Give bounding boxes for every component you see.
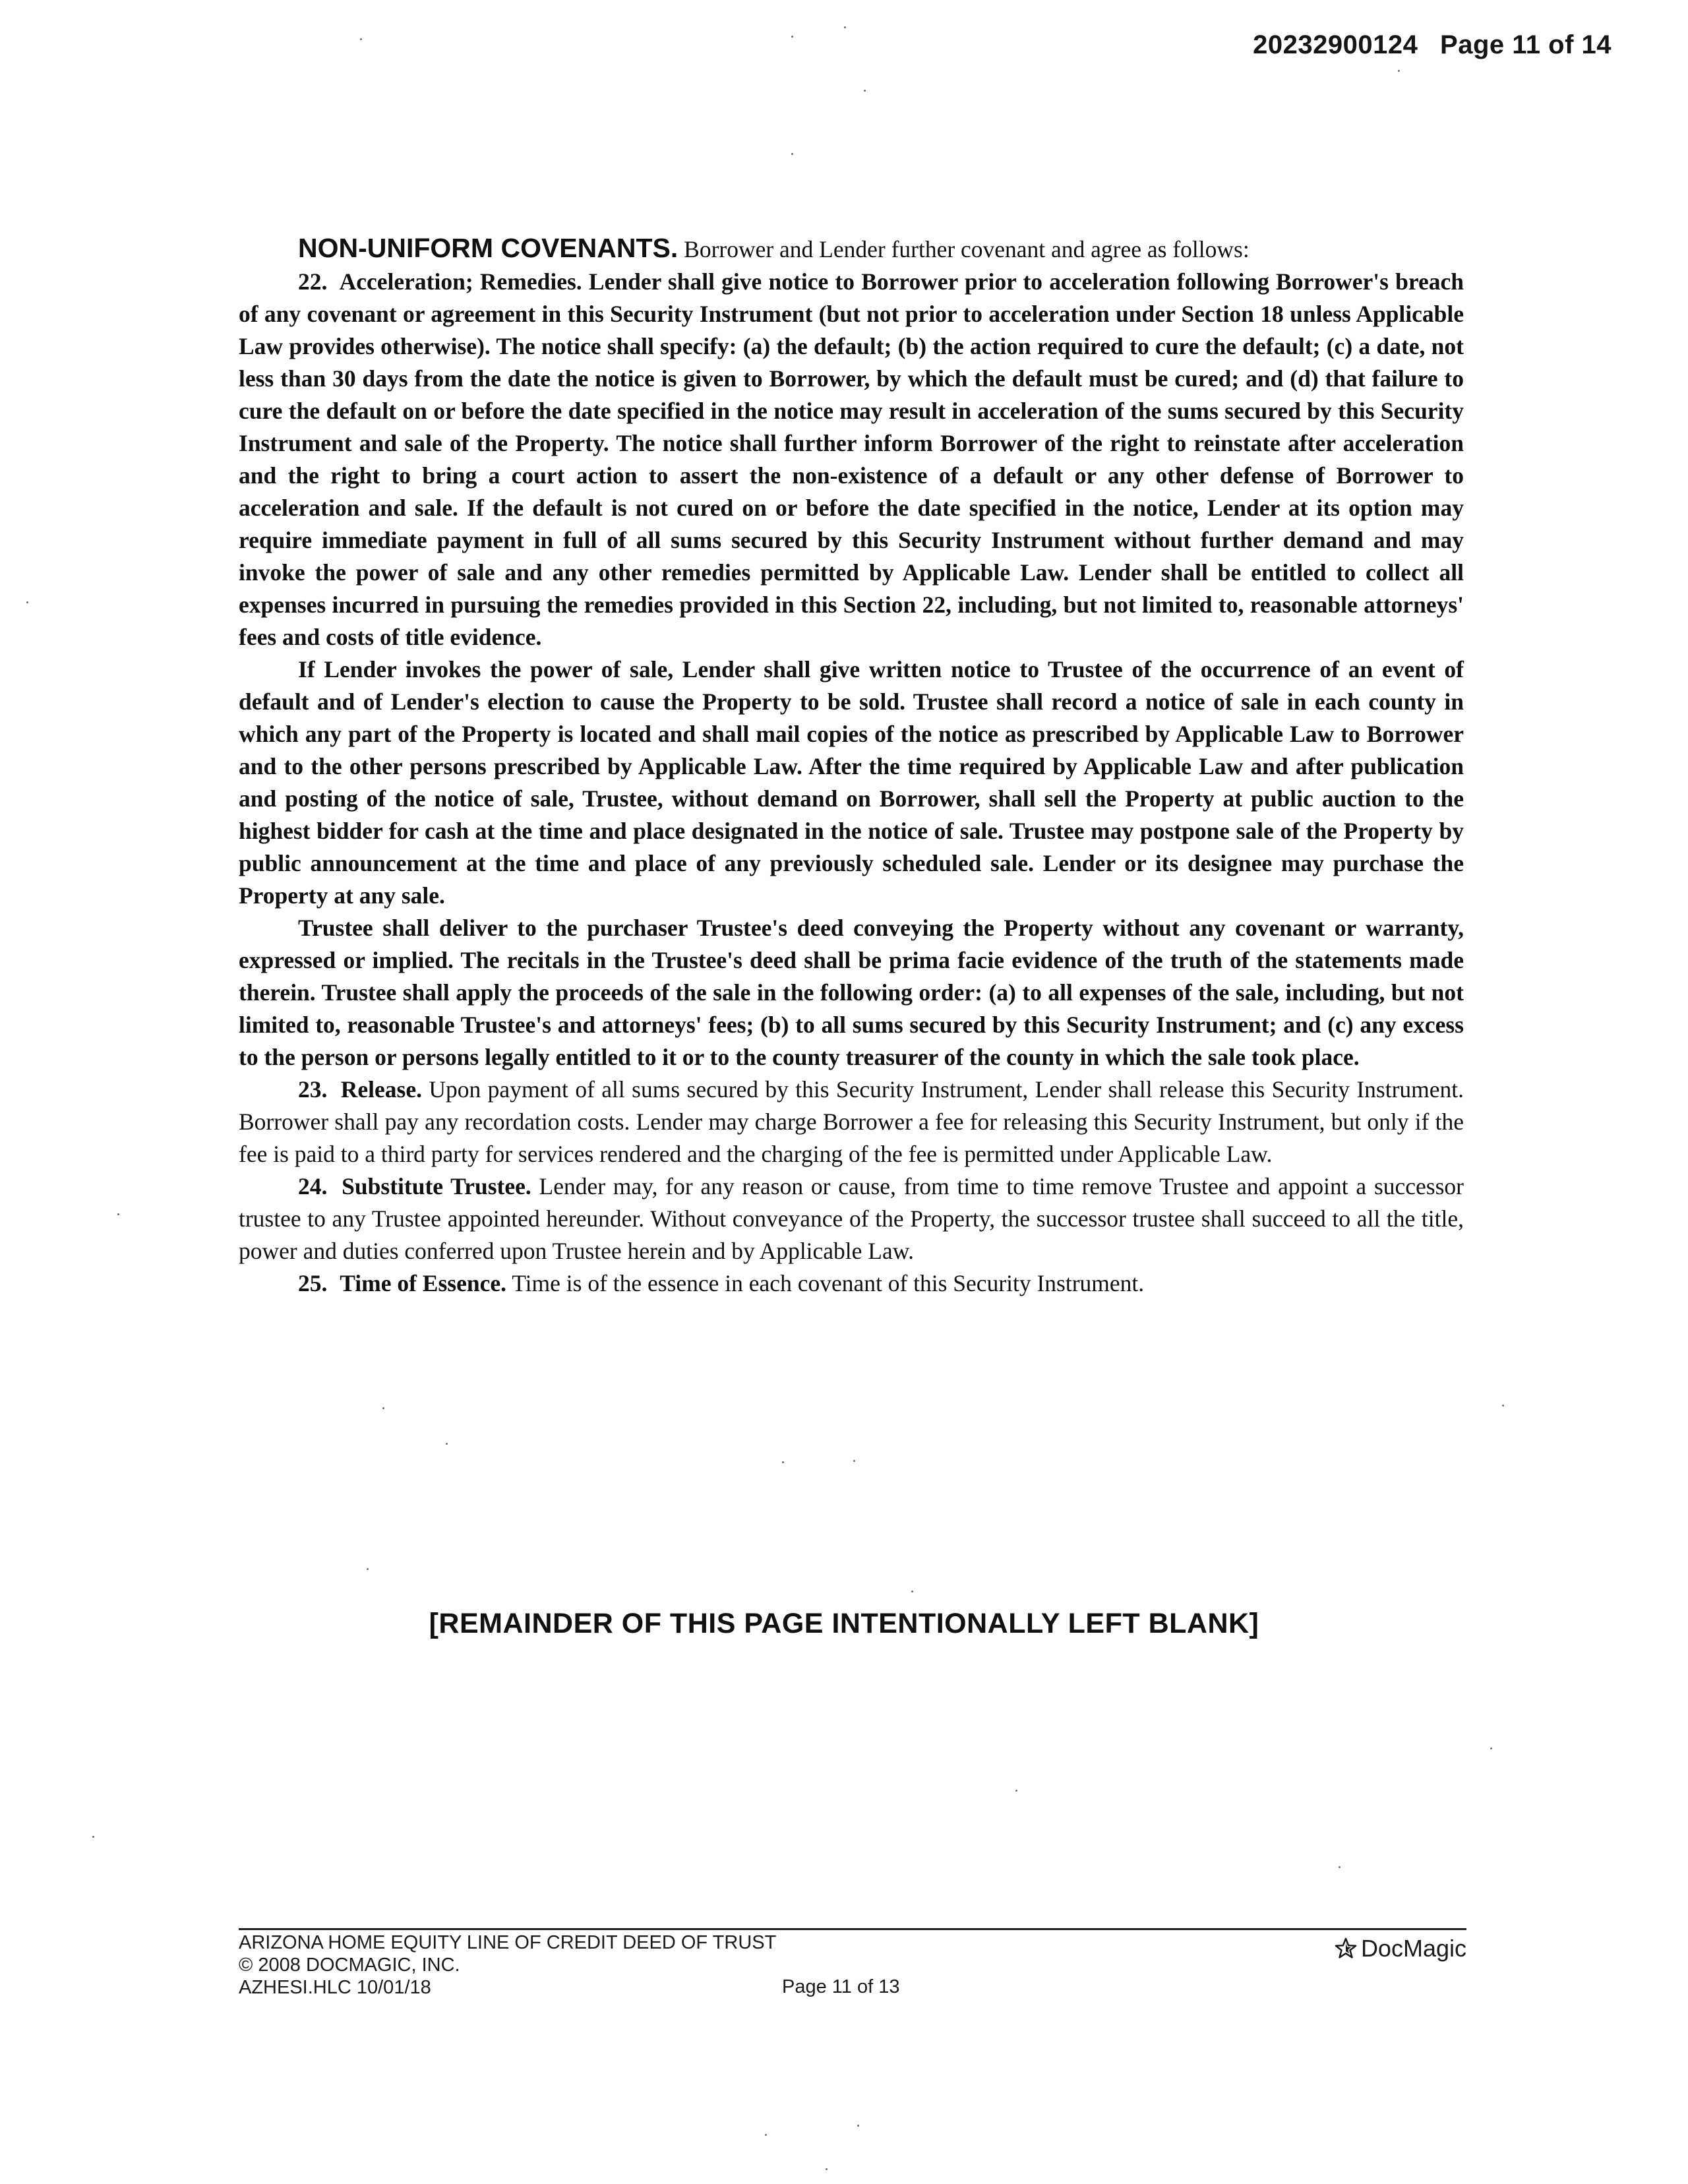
section-23-number: 23. bbox=[298, 1076, 328, 1103]
footer-form-title: ARIZONA HOME EQUITY LINE OF CREDIT DEED OF TRUST bbox=[239, 1932, 777, 1953]
recording-page-label: Page 11 of 14 bbox=[1440, 30, 1612, 59]
section-23-paragraph bbox=[239, 1074, 1464, 1170]
scan-speck bbox=[864, 90, 866, 92]
scan-speck bbox=[791, 36, 793, 38]
section-24-title: Substitute Trustee. bbox=[342, 1173, 531, 1199]
section-heading: NON-UNIFORM COVENANTS. bbox=[298, 233, 678, 263]
section-23-title: Release. bbox=[340, 1076, 422, 1103]
section-23-text: Upon payment of all sums secured by this Security Instrument, Lender shall release this Security Instrument. Borrower shall pay any recordation costs. Lender may charge Borrower a fee for releasing this Security Instrument, but only if the fee is paid to a third party for services rendered and the charging of the fee is permitted under Applicable Law. bbox=[239, 1076, 1464, 1167]
power-of-sale-paragraph: If Lender invokes the power of sale, Lender shall give written notice to Trustee of the occurrence of an event of default and of Lender's election to cause the Property to be sold. Trustee shall record a notice of sale in each county in which any part of the Property is located and shall mail copies of the notice as prescribed by Applicable Law to Borrower and to the other persons prescribed by Applicable Law. After the time required by Applicable Law and after publication and posting of the notice of sale, Trustee, without demand on Borrower, shall sell the Property at public auction to the highest bidder for cash at the time and place designated in the notice of sale. Trustee may postpone sale of the Property by public announcement at the time and place of any previously scheduled sale. Lender or its designee may purchase the Property at any sale. bbox=[239, 656, 1464, 909]
footer-form-info bbox=[239, 1931, 776, 1999]
scan-speck bbox=[1502, 1405, 1504, 1407]
scan-speck bbox=[446, 1443, 448, 1445]
section-24-number: 24. bbox=[298, 1173, 328, 1199]
scan-speck bbox=[367, 1568, 369, 1570]
trustee-deed-paragraph: Trustee shall deliver to the purchaser Trustee's deed conveying the Property without any covenant or warranty, expressed or implied. The recitals in the Trustee's deed shall be prima facie evidence of the truth of the statements made therein. Trustee shall apply the proceeds of the sale in the following order: (a) to all expenses of the sale, including, but not limited to, reasonable Trustee's and attorneys' fees; (b) to all sums secured by this Security Instrument; and (c) any excess to the person or persons legally entitled to it or to the county treasurer of the county in which the sale took place. bbox=[239, 915, 1464, 1070]
scan-speck bbox=[853, 1460, 855, 1462]
scan-speck bbox=[857, 2125, 859, 2127]
document-number: 20232900124 bbox=[1253, 30, 1418, 59]
scan-speck bbox=[1015, 1790, 1017, 1792]
scan-speck bbox=[382, 1407, 384, 1409]
section-25-text: Time is of the essence in each covenant of this Security Instrument. bbox=[512, 1270, 1145, 1296]
scan-speck bbox=[92, 1836, 94, 1838]
scan-speck bbox=[1490, 1747, 1492, 1749]
section-24-text: Lender may, for any reason or cause, from time to time remove Trustee and appoint a successor trustee to any Trustee appointed hereunder. Without conveyance of the Property, the successor trustee shall succeed to all the title, power and duties conferred upon Trustee herein and by Applicable Law. bbox=[239, 1173, 1464, 1264]
footer-page-label: Page 11 of 13 bbox=[782, 1976, 900, 1997]
document-body bbox=[239, 232, 1464, 1300]
scan-speck bbox=[26, 601, 28, 603]
docmagic-brand-name: DocMagic bbox=[1360, 1935, 1466, 1962]
section-22-number: 22. bbox=[298, 268, 328, 295]
section-22-title: Acceleration; Remedies. bbox=[339, 268, 582, 295]
scan-speck bbox=[782, 1461, 784, 1463]
scan-speck bbox=[1398, 70, 1400, 72]
blank-page-notice: [REMAINDER OF THIS PAGE INTENTIONALLY LEFT BLANK] bbox=[429, 1608, 1259, 1639]
section-25-paragraph bbox=[239, 1267, 1464, 1300]
scan-speck bbox=[117, 1213, 119, 1215]
scan-speck bbox=[765, 2134, 767, 2136]
scan-speck bbox=[1339, 1866, 1341, 1868]
covenants-intro bbox=[239, 232, 1464, 266]
covenants-intro-text: Borrower and Lender further covenant and agree as follows: bbox=[684, 236, 1250, 262]
scan-speck bbox=[844, 26, 846, 28]
docmagic-logo bbox=[1333, 1935, 1466, 1962]
section-24-paragraph bbox=[239, 1170, 1464, 1267]
footer-form-code: AZHESI.HLC 10/01/18 bbox=[239, 1977, 431, 1998]
footer-divider bbox=[239, 1928, 1466, 1930]
scan-speck bbox=[360, 38, 362, 40]
section-22-text: Lender shall give notice to Borrower prior to acceleration following Borrower's breach of any covenant or agreement in this Security Instrument (but not prior to acceleration under Section 18 unless Applicable Law provides otherwise). The notice shall specify: (a) the default; (b) the action required to cure the default; (c) a date, not less than 30 days from the date the notice is given to Borrower, by which the default must be cured; and (d) that failure to cure the default on or before the date specified in the notice may result in acceleration of the sums secured by this Security Instrument and sale of the Property. The notice shall further inform Borrower of the right to reinstate after acceleration and the right to bring a court action to assert the non-existence of a default or any other defense of Borrower to acceleration and sale. If the default is not cured on or before the date specified in the notice, Lender at its option may require immediate payment in full of all sums secured by this Security Instrument without further demand and may invoke the power of sale and any other remedies permitted by Applicable Law. Lender shall be entitled to collect all expenses incurred in pursuing the remedies provided in this Section 22, including, but not limited to, reasonable attorneys' fees and costs of title evidence. bbox=[239, 268, 1464, 650]
section-25-number: 25. bbox=[298, 1270, 328, 1296]
scan-speck bbox=[791, 153, 793, 155]
footer-copyright: © 2008 DOCMAGIC, INC. bbox=[239, 1955, 460, 1976]
recording-header bbox=[1253, 30, 1612, 60]
scan-speck bbox=[826, 2168, 828, 2170]
section-22-paragraph bbox=[239, 266, 1464, 653]
star-icon bbox=[1333, 1936, 1358, 1961]
section-25-title: Time of Essence. bbox=[340, 1270, 506, 1296]
scan-speck bbox=[911, 1591, 913, 1592]
